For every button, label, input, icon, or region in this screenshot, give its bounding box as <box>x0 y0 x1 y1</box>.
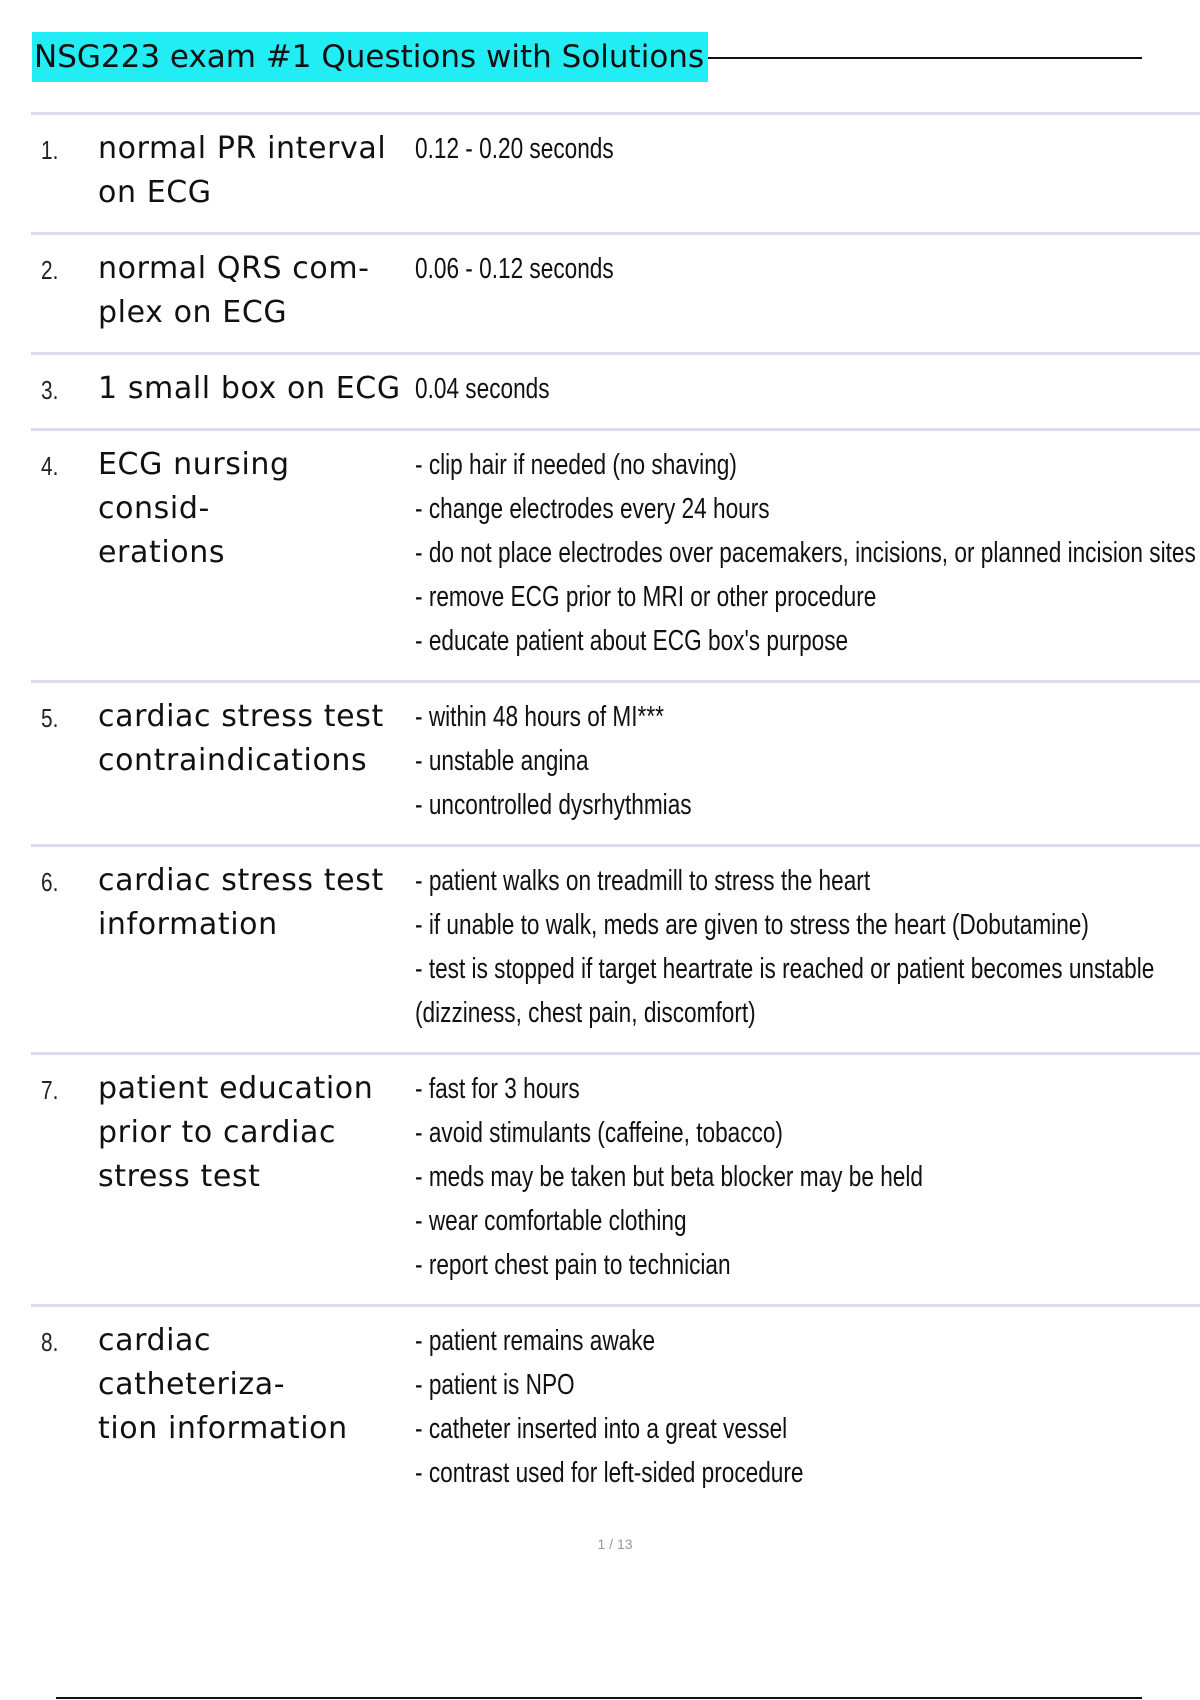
definition-line: 0.06 - 0.12 seconds <box>415 253 614 285</box>
item-definition <box>415 1319 1117 1495</box>
definition-line: - meds may be taken but beta blocker may be held <box>415 1161 923 1193</box>
item-number: 1. <box>41 135 59 165</box>
document-header <box>32 32 1142 82</box>
definition-line: - contrast used for left-sided procedure <box>415 1457 804 1489</box>
item-term: cardiac stress test information <box>98 863 384 942</box>
item-term: cardiac stress test contraindications <box>98 699 384 778</box>
page-indicator: 1 / 13 <box>597 1536 633 1552</box>
item-definition <box>415 443 1196 663</box>
item-number: 4. <box>41 451 59 481</box>
definition-line: - unstable angina <box>415 745 589 777</box>
definition-line: - change electrodes every 24 hours <box>415 493 770 525</box>
definition-line: - if unable to walk, meds are given to stress the heart (Dobutamine) <box>415 909 1089 941</box>
definition-line: - report chest pain to technician <box>415 1249 731 1281</box>
item-number: 7. <box>41 1075 59 1105</box>
footer-rule <box>56 1697 1142 1699</box>
item-number: 2. <box>41 255 59 285</box>
item-definition <box>415 859 1155 1035</box>
item-term: cardiac catheteriza- tion information <box>98 1323 348 1446</box>
item-term: 1 small box on ECG <box>98 371 401 406</box>
definition-line: - avoid stimulants (caffeine, tobacco) <box>415 1117 783 1149</box>
definition-line: - patient walks on treadmill to stress the heart <box>415 865 871 897</box>
item-term: normal QRS com- plex on ECG <box>98 251 370 330</box>
item-definition <box>415 367 1117 411</box>
item-number: 3. <box>41 375 59 405</box>
item-term: normal PR interval on ECG <box>98 131 387 210</box>
item-definition <box>415 127 1117 171</box>
item-number: 8. <box>41 1327 59 1357</box>
definition-line: - patient is NPO <box>415 1369 575 1401</box>
qa-row <box>31 1052 1200 1304</box>
definition-line: - remove ECG prior to MRI or other procedure <box>415 581 877 613</box>
definition-line: 0.04 seconds <box>415 373 550 405</box>
definition-line: - test is stopped if target heartrate is reached or patient becomes unstable <box>415 953 1155 985</box>
qa-row <box>31 428 1200 680</box>
document-title: NSG223 exam #1 Questions with Solutions <box>32 32 708 82</box>
item-term: ECG nursing consid- erations <box>98 447 290 570</box>
definition-line: - catheter inserted into a great vessel <box>415 1413 788 1445</box>
definition-line: - within 48 hours of MI*** <box>415 701 664 733</box>
definition-line: - uncontrolled dysrhythmias <box>415 789 692 821</box>
qa-row <box>31 232 1200 352</box>
definition-line: (dizziness, chest pain, discomfort) <box>415 997 756 1029</box>
definition-line: - do not place electrodes over pacemakers, incisions, or planned incision sites <box>415 537 1196 569</box>
definition-line: - clip hair if needed (no shaving) <box>415 449 737 481</box>
definition-line: - patient remains awake <box>415 1325 656 1357</box>
qa-row <box>31 844 1200 1052</box>
definition-line: 0.12 - 0.20 seconds <box>415 133 614 165</box>
definition-line: - educate patient about ECG box's purpose <box>415 625 849 657</box>
qa-row <box>31 680 1200 844</box>
qa-row <box>31 112 1200 232</box>
item-definition <box>415 247 1117 291</box>
qa-row <box>31 1304 1200 1524</box>
item-definition <box>415 1067 1117 1287</box>
item-term: patient education prior to cardiac stress test <box>98 1071 374 1194</box>
item-number: 5. <box>41 703 59 733</box>
definition-line: - fast for 3 hours <box>415 1073 580 1105</box>
qa-list <box>31 112 1200 1524</box>
qa-row <box>31 352 1200 428</box>
definition-line: - wear comfortable clothing <box>415 1205 687 1237</box>
item-number: 6. <box>41 867 59 897</box>
item-definition <box>415 695 1117 827</box>
